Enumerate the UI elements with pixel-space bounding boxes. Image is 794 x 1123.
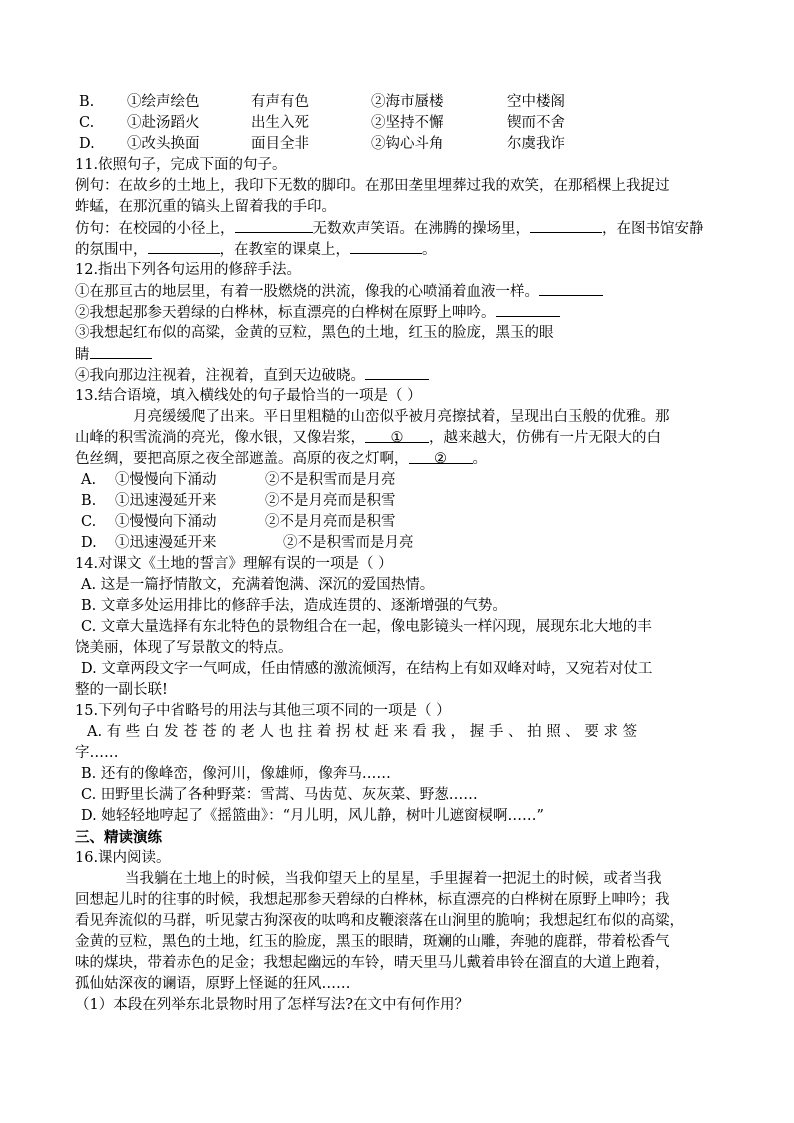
answer-blank[interactable]: [496, 302, 560, 317]
q16-passage-line-1: 当我躺在土地上的时候，当我仰望天上的星星，手里握着一把泥土的时候，或者当我: [125, 871, 662, 887]
q11-example-line-1: 例句：在故乡的土地上，我印下无数的脚印。在那田垄里埋葬过我的欢笑，在那稻棵上我捉过: [75, 178, 670, 194]
q12-sentence-3-cont: 睛: [75, 344, 725, 365]
q10-option-c: C. ①赴汤蹈火 出生入死 ②坚持不懈 锲而不舍: [79, 115, 565, 131]
q14-option-d: D. 文章两段文字一气呵成，任由情感的激流倾泻，在结构上有如双峰对峙，又宛若对仗工: [81, 661, 653, 677]
q14-option-c: C. 文章大量选择有东北特色的景物组合在一起，像电影镜头一样闪现，展现东北大地的丰: [81, 619, 652, 635]
q15-option-a-cont: 字……: [75, 745, 119, 761]
q14-option-c-cont: 饶美丽，体现了写景散文的特点。: [75, 640, 293, 656]
q11-imitate-line-2: 的氛围中， ，在教室的课桌上， 。: [75, 239, 725, 260]
q16-passage-line-6: 孤仙姑深夜的谰语，原野上怪诞的狂风……: [75, 976, 351, 992]
q15-stem: 15.下列句子中省略号的用法与其他三项不同的一项是（ ）: [75, 703, 451, 719]
q15-option-c: C. 田野里长满了各种野菜：雪蒿、马齿苋、灰灰菜、野葱……: [81, 787, 478, 803]
q16-passage-line-4: 金黄的豆粒，黑色的土地，红玉的脸庞，黑玉的眼睛，斑斓的山雕，奔驰的鹿群，带着松香气: [75, 934, 670, 950]
q12-sentence-3: ③我想起红布似的高粱，金黄的豆粒，黑色的土地，红玉的脸庞，黑玉的眼: [75, 325, 554, 341]
q13-option-a: A. ①慢慢向下涌动 ②不是积雪而是月亮: [81, 472, 396, 488]
q14-option-d-cont: 整的一副长联!: [75, 682, 168, 698]
q13-passage-line-1: 月亮缓缓爬了出来。平日里粗糙的山峦似乎被月亮擦拭着，呈现出白玉般的优雅。那: [133, 409, 670, 425]
q14-option-b: B. 文章多处运用排比的修辞手法，造成连贯的、逐渐增强的气势。: [81, 598, 507, 614]
q15-option-b: B. 还有的像峰峦，像河川，像雄师，像奔马……: [81, 766, 391, 782]
q12-sentence-1: ①在那亘古的地层里，有着一股燃烧的洪流，像我的心喷涌着血液一样。: [75, 281, 725, 302]
document-page: [75, 92, 725, 1016]
q16-stem: 16.课内阅读。: [75, 850, 171, 866]
q12-stem: 12.指出下列各句运用的修辞手法。: [75, 262, 302, 278]
q13-option-b: B. ①迅速漫延开来 ②不是月亮而是积雪: [81, 493, 396, 509]
q10-option-d: D. ①改头换面 面目全非 ②钩心斗角 尔虞我诈: [79, 136, 565, 152]
q10-option-b: B. ①绘声绘色 有声有色 ②海市蜃楼 空中楼阁: [79, 94, 565, 110]
q15-option-a: A. 有 些 白 发 苍 苍 的 老 人 也 拄 着 拐 杖 赶 来 看 我 ， 握 手 、 拍 照 、 要 求 签: [87, 724, 638, 740]
q12-sentence-2: ②我想起那参天碧绿的白桦林，标直漂亮的白桦树在原野上呻吟。: [75, 302, 725, 323]
answer-blank[interactable]: [235, 218, 313, 233]
q16-passage-line-5: 味的煤块，带着赤色的足金；我想起幽远的车铃，晴天里马儿戴着串铃在溜直的大道上跑着，: [75, 955, 670, 971]
q13-option-c: C. ①慢慢向下涌动 ②不是月亮而是积雪: [81, 514, 396, 530]
q13-passage-line-3: 色丝绸，要把高原之夜全部遮盖。高原的夜之灯啊， ② 。: [75, 451, 487, 467]
answer-blank[interactable]: [530, 218, 602, 233]
q14-stem: 14.对课文《土地的誓言》理解有误的一项是（ ）: [75, 556, 393, 572]
q11-stem: 11.依照句子，完成下面的句子。: [75, 157, 287, 173]
q16-passage-line-2: 回想起儿时的往事的时候，我想起那参天碧绿的白桦林，标直漂亮的白桦树在原野上呻吟；我: [75, 892, 670, 908]
answer-blank[interactable]: [350, 239, 422, 254]
q16-passage-line-3: 看见奔流似的马群，听见蒙古狗深夜的呔鸣和皮鞭滚落在山涧里的脆响；我想起红布似的高粱，: [75, 913, 684, 929]
answer-blank[interactable]: [90, 344, 152, 359]
answer-blank-2[interactable]: ②: [409, 449, 473, 464]
answer-blank[interactable]: [539, 281, 603, 296]
q15-option-d: D. 她轻轻地哼起了《摇篮曲》：“月儿明，风儿静，树叶儿遮窗棂啊……”: [81, 808, 544, 824]
answer-blank[interactable]: [148, 239, 220, 254]
q14-option-a: A. 这是一篇抒情散文，充满着饱满、深沉的爱国热情。: [81, 577, 435, 593]
answer-blank[interactable]: [365, 365, 429, 380]
q11-imitate-line-1: 仿句：在校园的小径上， 无数欢声笑语。在沸腾的操场里， ，在图书馆安静: [75, 218, 725, 239]
q12-sentence-4: ④我向那边注视着，注视着，直到天边破晓。: [75, 365, 725, 386]
q16-subquestion-1: （1）本段在列举东北景物时用了怎样写法?在文中有何作用？: [75, 997, 469, 1013]
section-heading: 三、精读演练: [75, 829, 162, 846]
q11-example-line-2: 蚱蜢，在那沉重的镐头上留着我的手印。: [75, 199, 336, 215]
q13-passage-line-2: 山峰的积雪流淌的亮光，像水银，又像岩浆， ① ，越来越大，仿佛有一片无限大的白: [75, 430, 661, 446]
answer-blank-1[interactable]: ①: [365, 428, 429, 443]
q13-stem: 13.结合语境，填入横线处的句子最恰当的一项是（ ）: [75, 388, 422, 404]
q13-option-d: D. ①迅速漫延开来 ②不是积雪而是月亮: [81, 535, 414, 551]
